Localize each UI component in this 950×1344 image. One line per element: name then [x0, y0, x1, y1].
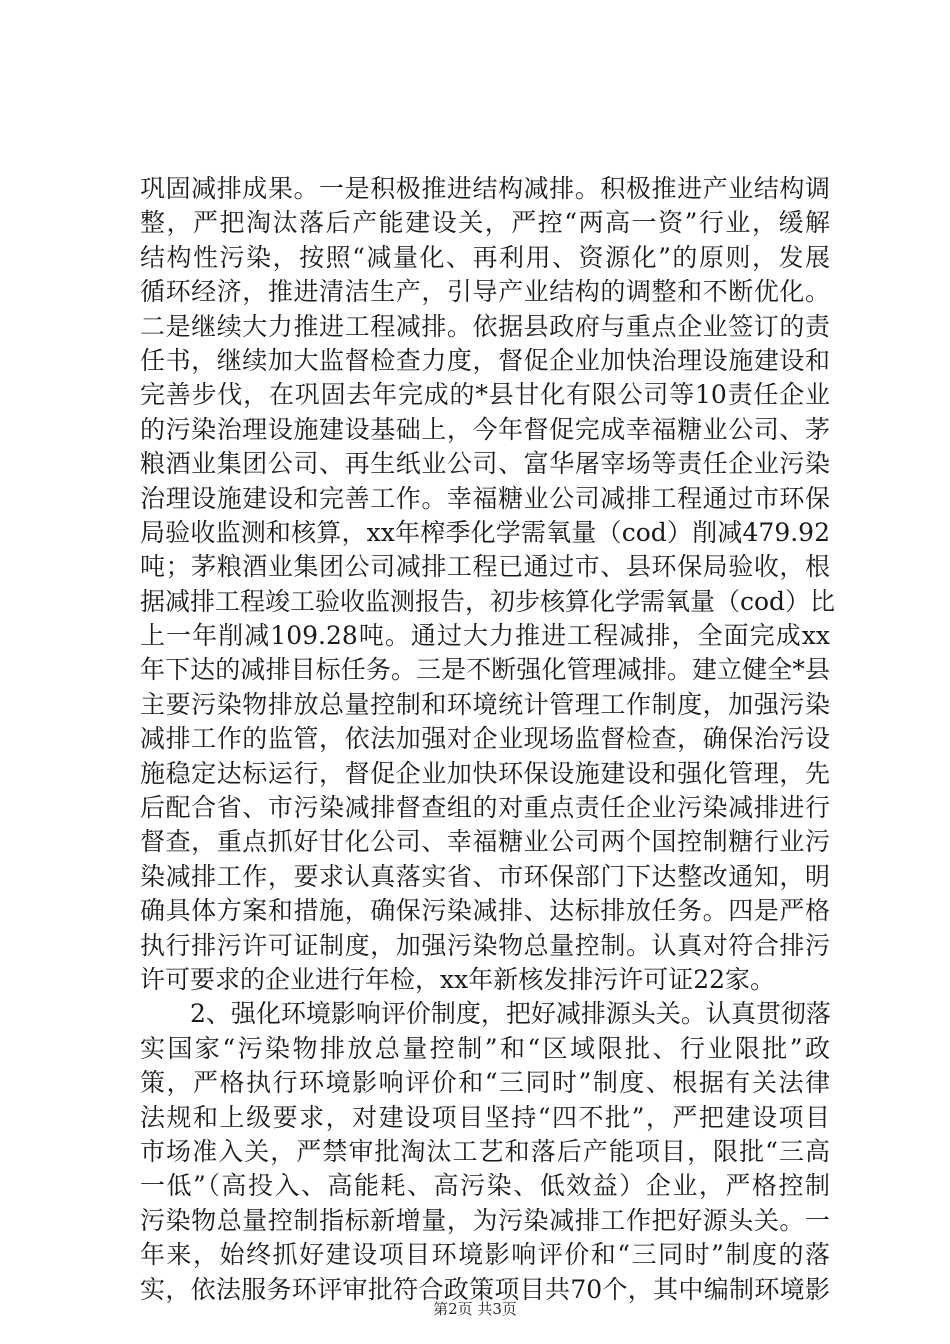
- text-line: 施稳定达标运行，督促企业加快环保设施建设和强化管理，先: [140, 758, 830, 788]
- page-number-footer: 第2页 共3页: [433, 1300, 517, 1318]
- text-line: 督查，重点抓好甘化公司、幸福糖业公司两个国控制糖行业污: [140, 827, 830, 857]
- text-line: 任书，继续加大监督检查力度，督促企业加快治理设施建设和: [140, 345, 830, 375]
- text-line: 主要污染物排放总量控制和环境统计管理工作制度，加强污染: [140, 689, 830, 719]
- text-line: 实，依法服务环评审批符合政策项目共70个，其中编制环境影: [140, 1274, 830, 1304]
- text-line: 后配合省、市污染减排督查组的对重点责任企业污染减排进行: [140, 793, 830, 823]
- text-line: 局验收监测和核算，xx年榨季化学需氧量（cod）削减479.92: [140, 517, 830, 547]
- text-line: 确具体方案和措施，确保污染减排、达标排放任务。四是严格: [140, 896, 830, 926]
- text-line: 上一年削减109.28吨。通过大力推进工程减排，全面完成xx: [140, 621, 830, 651]
- text-line: 的污染治理设施建设基础上，今年督促完成幸福糖业公司、茅: [140, 414, 830, 444]
- text-line: 二是继续大力推进工程减排。依据县政府与重点企业签订的责: [140, 311, 830, 341]
- text-line: 据减排工程竣工验收监测报告，初步核算化学需氧量（cod）比: [140, 586, 836, 616]
- text-line: 策，严格执行环境影响评价和“三同时”制度、根据有关法律: [140, 1068, 830, 1098]
- text-line: 市场准入关，严禁审批淘汰工艺和落后产能项目，限批“三高: [140, 1136, 830, 1166]
- text-line: 年来，始终抓好建设项目环境影响评价和“三同时”制度的落: [140, 1240, 830, 1270]
- text-line: 吨；茅粮酒业集团公司减排工程已通过市、县环保局验收，根: [140, 552, 830, 582]
- text-line: 年下达的减排目标任务。三是不断强化管理减排。建立健全*县: [140, 655, 830, 685]
- text-line: 法规和上级要求，对建设项目坚持“四不批”，严把建设项目: [140, 1102, 830, 1132]
- text-line: 结构性污染，按照“减量化、再利用、资源化”的原则，发展: [140, 242, 830, 272]
- text-line: 循环经济，推进清洁生产，引导产业结构的调整和不断优化。: [140, 277, 830, 307]
- text-line: 执行排污许可证制度，加强污染物总量控制。认真对符合排污: [140, 930, 830, 960]
- text-line: 完善步伐，在巩固去年完成的*县甘化有限公司等10责任企业: [140, 380, 830, 410]
- text-line: 巩固减排成果。一是积极推进结构减排。积极推进产业结构调: [140, 174, 830, 203]
- text-line: 一低”（高投入、高能耗、高污染、低效益）企业，严格控制: [140, 1171, 830, 1201]
- text-line: 染减排工作，要求认真落实省、市环保部门下达整改通知，明: [140, 861, 830, 891]
- text-line: 污染物总量控制指标新增量，为污染减排工作把好源头关。一: [140, 1205, 830, 1235]
- text-line: 减排工作的监管，依法加强对企业现场监督检查，确保治污设: [140, 724, 830, 754]
- text-line: 治理设施建设和完善工作。幸福糖业公司减排工程通过市环保: [140, 483, 830, 513]
- text-line: 实国家“污染物排放总量控制”和“区域限批、行业限批”政: [140, 1033, 830, 1063]
- paragraph-end-line: 许可要求的企业进行年检，xx年新核发排污许可证22家。: [140, 964, 776, 994]
- text-line: 粮酒业集团公司、再生纸业公司、富华屠宰场等责任企业污染: [140, 449, 830, 479]
- paragraph-first-line: 2、强化环境影响评价制度，把好减排源头关。认真贯彻落: [190, 999, 831, 1029]
- body-text: [140, 172, 836, 1307]
- text-line: 整，严把淘汰落后产能建设关，严控“两高一资”行业，缓解: [140, 208, 830, 238]
